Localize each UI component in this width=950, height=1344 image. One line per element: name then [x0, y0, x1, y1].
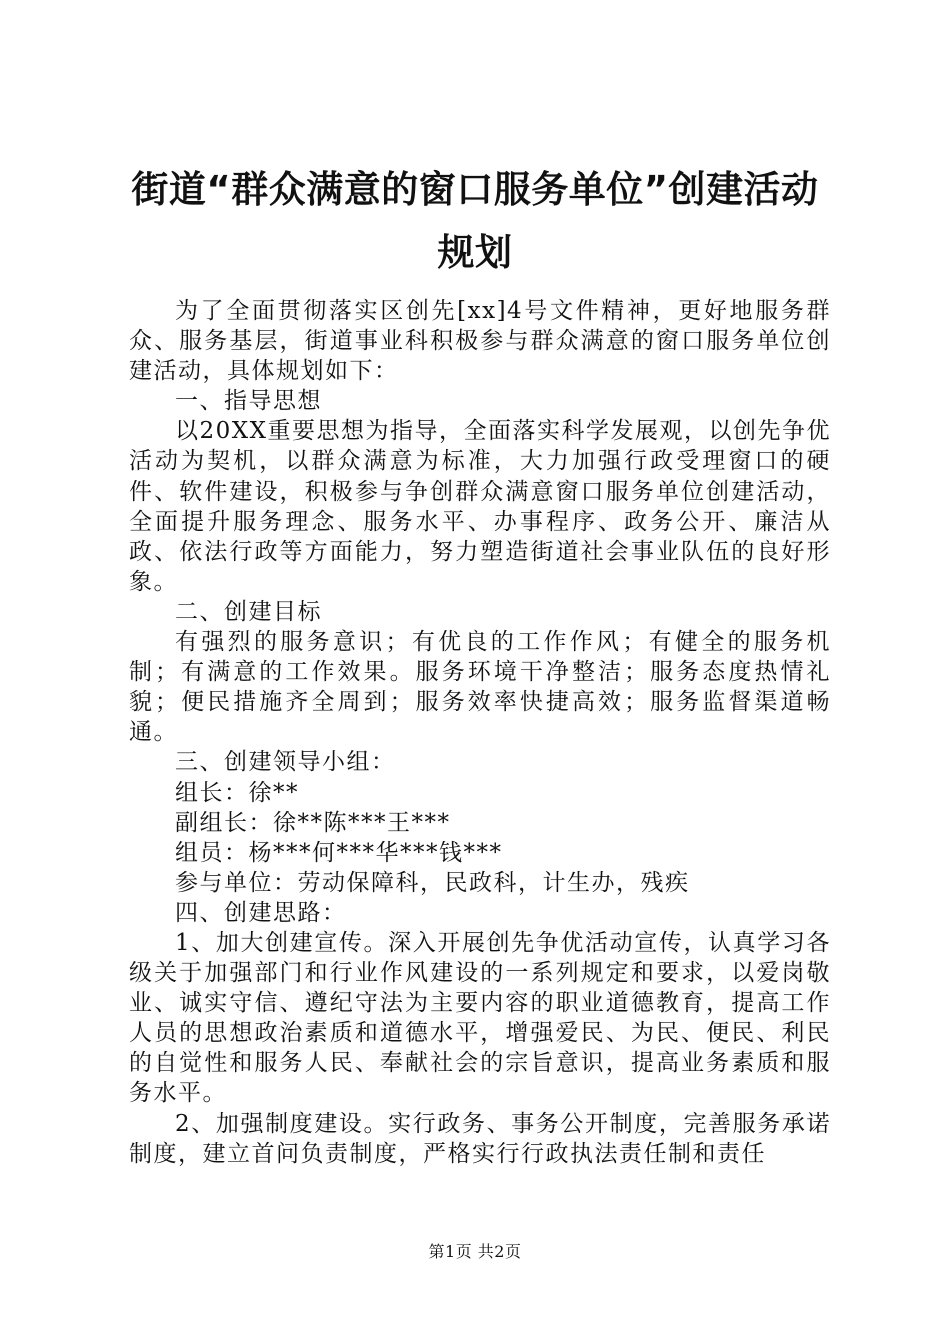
document-body — [129, 296, 831, 1169]
section-heading-goals: 二、创建目标 — [175, 598, 322, 625]
guiding-ideology-paragraph: 以20XX重要思想为指导，全面落实科学发展观，以创先争优活动为契机，以群众满意为标准，大力加强行政受理窗口的硬件、软件建设，积极参与争创群众满意窗口服务单位创建活动，全面提升服务理念、服务水平、办事程序、政务公开、廉洁从政、依法行政等方面能力，努力塑造街道社会事业队伍的良好形象。 — [129, 418, 832, 595]
group-leader-line: 组长：徐** — [175, 779, 299, 806]
page-number-footer: 第1页 共2页 — [428, 1242, 522, 1261]
section-heading-leadership-group: 三、创建领导小组： — [175, 749, 396, 776]
members-line: 组员：杨***何***华***钱*** — [175, 839, 503, 866]
deputy-leader-line: 副组长：徐**陈***王*** — [175, 809, 451, 836]
section-heading-approach: 四、创建思路： — [175, 899, 347, 926]
goals-paragraph: 有强烈的服务意识；有优良的工作作风；有健全的服务机制；有满意的工作效果。服务环境干净整洁；服务态度热情礼貌；便民措施齐全周到；服务效率快捷高效；服务监督渠道畅通。 — [129, 629, 831, 746]
approach-item-1-paragraph: 1、加大创建宣传。深入开展创先争优活动宣传，认真学习各级关于加强部门和行业作风建设的一系列规定和要求，以爱岗敬业、诚实守信、遵纪守法为主要内容的职业道德教育，提高工作人员的思想政治素质和道德水平，增强爱民、为民、便民、利民的自觉性和服务人民、奉献社会的宗旨意识，提高业务素质和服务水平。 — [129, 929, 831, 1107]
participating-units-line: 参与单位：劳动保障科，民政科，计生办，残疾 — [175, 869, 690, 896]
document-title: 街道“群众满意的窗口服务单位”创建活动规划 — [131, 168, 819, 274]
section-heading-guiding-ideology: 一、指导思想 — [175, 388, 322, 415]
approach-item-2-paragraph: 2、加强制度建设。实行政务、事务公开制度，完善服务承诺制度，建立首问负责制度，严格实行行政执法责任制和责任 — [129, 1110, 831, 1167]
intro-paragraph: 为了全面贯彻落实区创先[xx]4号文件精神，更好地服务群众、服务基层，街道事业科积极参与群众满意的窗口服务单位创建活动，具体规划如下： — [129, 298, 831, 385]
